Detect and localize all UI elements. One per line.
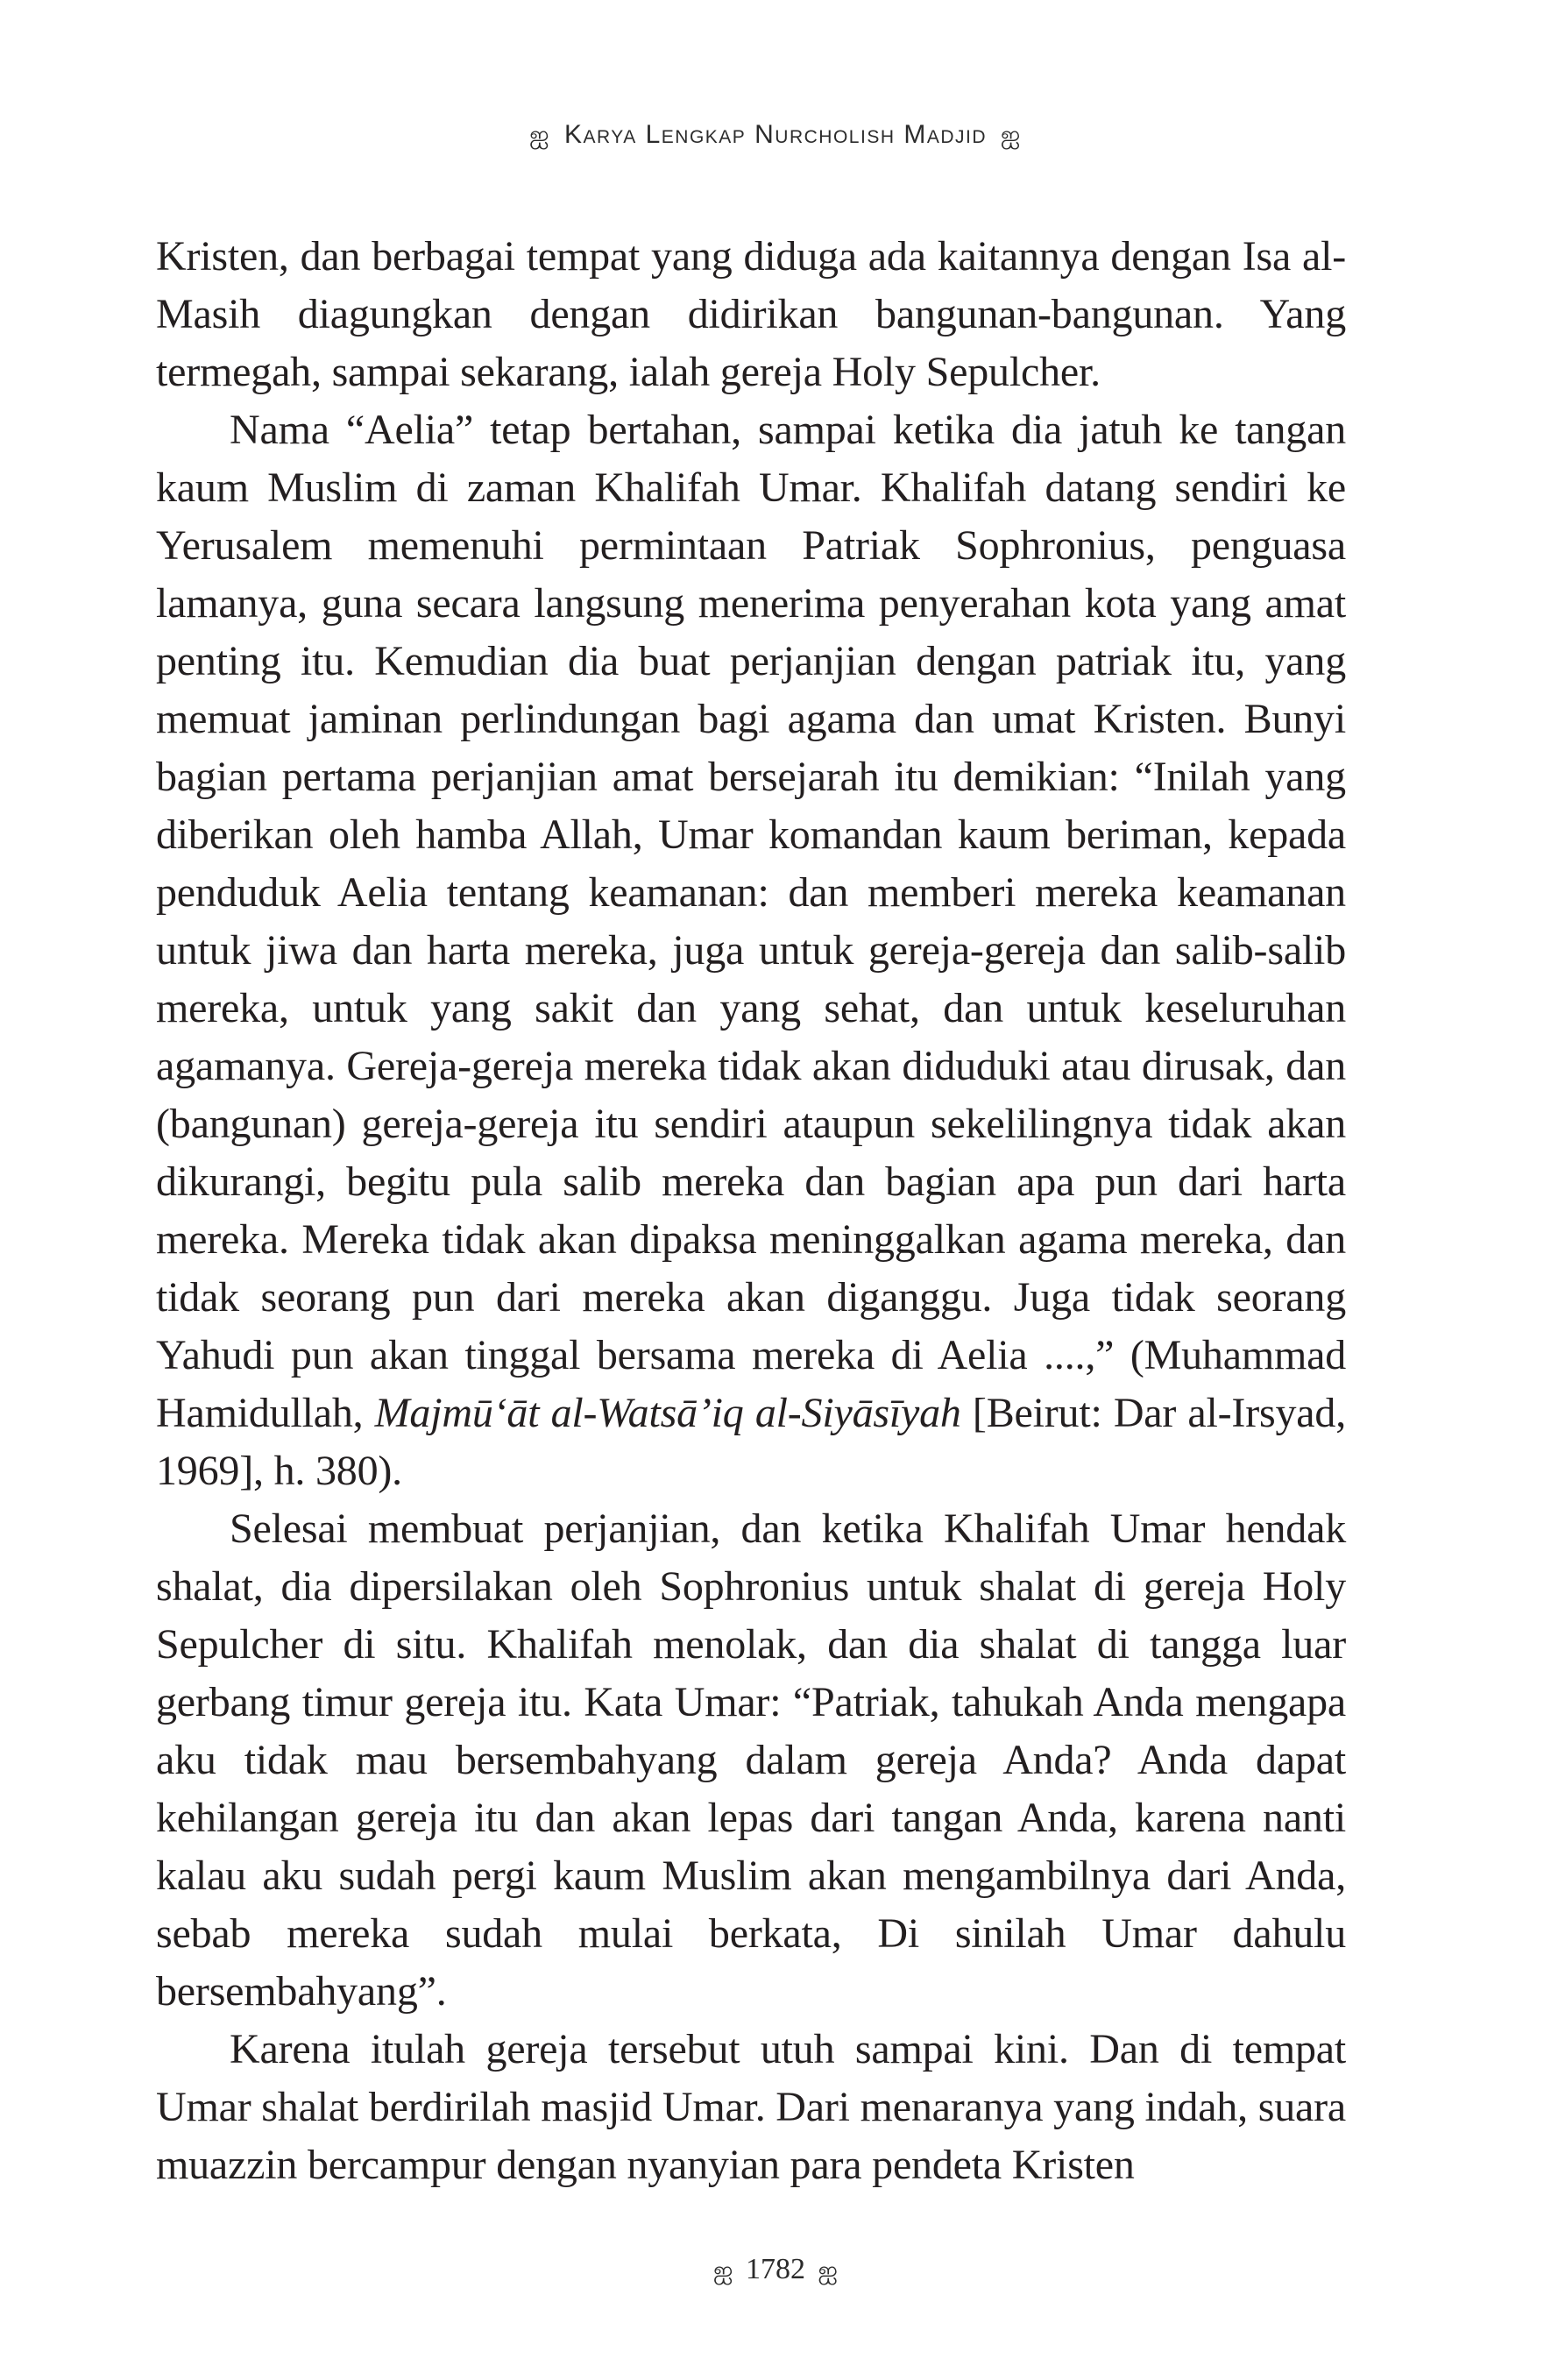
paragraph-aelia-text: Nama “Aelia” tetap bertahan, sampai ketika dia jatuh ke tangan kaum Muslim di zaman Khalifah Umar. Khalifah datang sendiri ke Yerusalem memenuhi permintaan Patriak Sophronius, penguasa lamanya, guna secara langsung menerima penyerahan kota yang amat penting itu. Kemudian dia buat perjanjian dengan patriak itu, yang memuat jaminan perlindungan bagi agama dan umat Kristen. Bunyi bagian pertama perjanjian amat bersejarah itu demikian: “Inilah yang diberikan oleh hamba Allah, Umar komandan kaum beriman, kepada penduduk Aelia tentang keamanan: dan memberi mereka keamanan untuk jiwa dan harta mereka, juga untuk gereja-gereja dan salib-salib mereka, untuk yang sakit dan yang sehat, dan untuk keseluruhan agamanya. Gereja-gereja mereka tidak akan diduduki atau dirusak, dan (bangunan) gereja-gereja itu sendiri ataupun sekelilingnya tidak akan dikurangi, begitu pula salib mereka dan bagian apa pun dari harta mereka. Mereka tidak akan dipaksa meninggalkan agama mereka, dan tidak seorang pun dari mereka akan diganggu. Juga tidak seorang Yahudi pun akan tinggal bersama mereka di Aelia ....,” (Muhammad Hamidullah,: [156, 407, 1346, 1436]
book-series-title: Karya Lengkap Nurcholish Madjid: [564, 120, 987, 149]
body-text: [156, 228, 1346, 2194]
footer-ornament-left-icon: ஐ: [713, 2256, 733, 2284]
footer-ornament-right-icon: ஐ: [818, 2256, 838, 2284]
citation-book-title: Majmū‘āt al-Watsā’iq al-Siyāsīyah: [374, 1390, 961, 1436]
page-footer: [0, 2250, 1551, 2290]
citation-publication-info: [Beirut: Dar al-Irsyad, 1969], h. 380).: [156, 1390, 1346, 1494]
paragraph-aelia: [156, 401, 1346, 1500]
ornament-right-icon: ஐ: [1000, 120, 1022, 149]
running-header: [0, 117, 1551, 152]
paragraph-continuation: Kristen, dan berbagai tempat yang diduga ada kaitannya dengan Isa al-Masih diagungkan dengan didirikan bangunan-bangunan. Yang termegah, sampai sekarang, ialah gereja Holy Sepulcher.: [156, 233, 1346, 395]
page-number: 1782: [746, 2253, 805, 2285]
paragraph-umar-prayer: Selesai membuat perjanjian, dan ketika Khalifah Umar hendak shalat, dia dipersilakan oleh Sophronius untuk shalat di gereja Holy Sepulcher di situ. Khalifah menolak, dan dia shalat di tangga luar gerbang timur gereja itu. Kata Umar: “Patriak, tahukah Anda mengapa aku tidak mau bersembahyang dalam gereja Anda? Anda dapat kehilangan gereja itu dan akan lepas dari tangan Anda, karena nanti kalau aku sudah pergi kaum Muslim akan mengambilnya dari Anda, sebab mereka sudah mulai berkata, Di sinilah Umar dahulu bersembahyang”.: [156, 1505, 1346, 2015]
ornament-left-icon: ஐ: [529, 120, 551, 149]
paragraph-umar-mosque: Karena itulah gereja tersebut utuh sampai kini. Dan di tempat Umar shalat berdirilah masjid Umar. Dari menaranya yang indah, suara muazzin bercampur dengan nyanyian para pendeta Kristen: [156, 2026, 1346, 2188]
